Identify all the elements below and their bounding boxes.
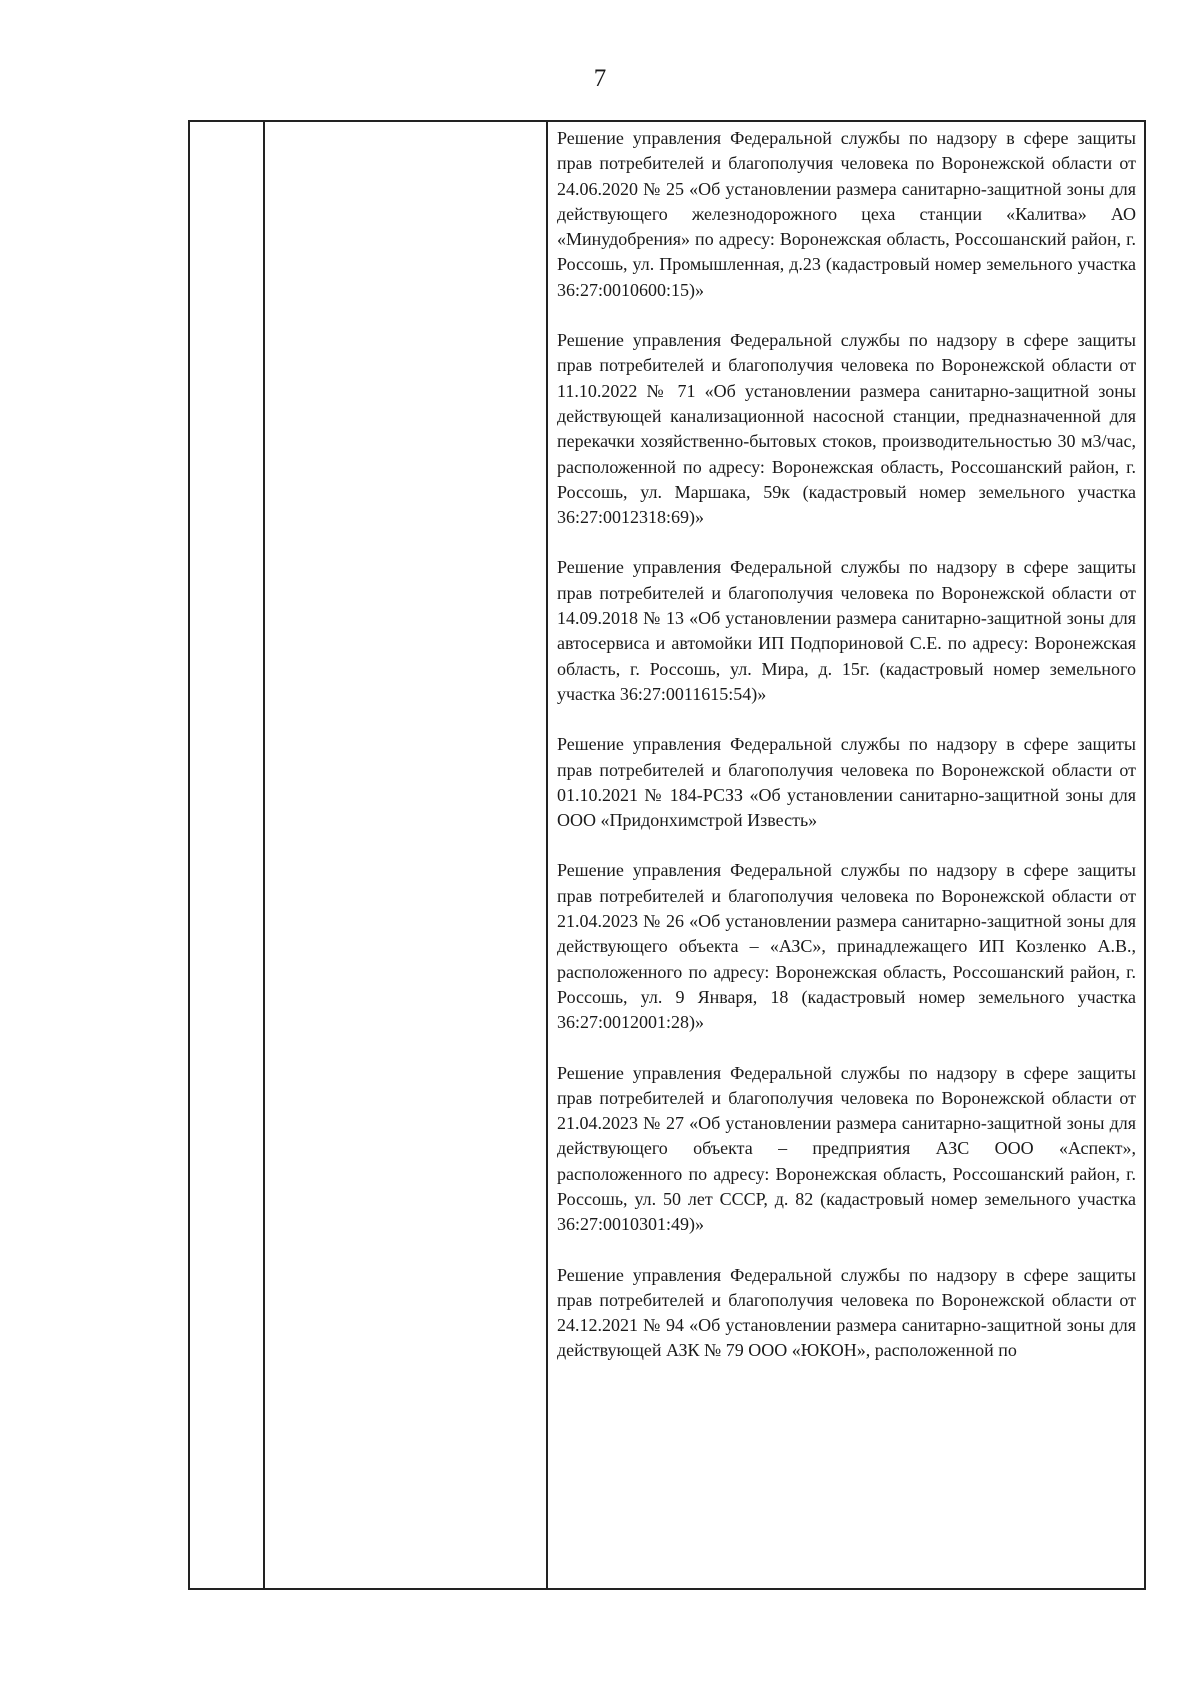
document-entry: Решение управления Федеральной службы по надзору в сфере защиты прав потребителей и благополучия человека по Воронежской области от 21.04.2023 № 27 «Об установлении размера санитарно-защитной зоны для действующего объекта – предприятия АЗС ООО «Аспект», расположенного по адресу: Воронежская область, Россошанский район, г. Россошь, ул. 50 лет СССР, д. 82 (кадастровый номер земельного участка 36:27:0010301:49)» (557, 1062, 1136, 1235)
document-entry: Решение управления Федеральной службы по надзору в сфере защиты прав потребителей и благополучия человека по Воронежской области от 11.10.2022 № 71 «Об установлении размера санитарно-защитной зоны действующей канализационной насосной станции, предназначенной для перекачки хозяйственно-бытовых стоков, производительностью 30 м3/час, расположенной по адресу: Воронежская область, Россошанский район, г. Россошь, ул. Маршака, 59к (кадастровый номер земельного участка 36:27:0012318:69)» (557, 330, 1136, 528)
document-entry: Решение управления Федеральной службы по надзору в сфере защиты прав потребителей и благополучия человека по Воронежской области от 24.12.2021 № 94 «Об установлении размера санитарно-защитной зоны для действующей АЗК № 79 ООО «ЮКОН», расположенной по (557, 1264, 1136, 1361)
document-entry: Решение управления Федеральной службы по надзору в сфере защиты прав потребителей и благополучия человека по Воронежской области от 24.06.2020 № 25 «Об установлении размера санитарно-защитной зоны для действующего железнодорожного цеха станции «Калитва» АО «Минудобрения» по адресу: Воронежская область, Россошанский район, г. Россошь, ул. Промышленная, д.23 (кадастровый номер земельного участка 36:27:0010600:15)» (557, 128, 1136, 300)
document-entry: Решение управления Федеральной службы по надзору в сфере защиты прав потребителей и благополучия человека по Воронежской области от 01.10.2021 № 184-РСЗЗ «Об установлении санитарно-защитной зоны для ООО «Придонхимстрой Известь» (557, 734, 1136, 831)
page-number: 7 (593, 65, 607, 92)
table-column-name (265, 122, 548, 1588)
document-entry: Решение управления Федеральной службы по надзору в сфере защиты прав потребителей и благополучия человека по Воронежской области от 21.04.2023 № 26 «Об установлении размера санитарно-защитной зоны для действующего объекта – «АЗС», принадлежащего ИП Козленко А.В., расположенного по адресу: Воронежская область, Россошанский район, г. Россошь, ул. 9 Января, 18 (кадастровый номер земельного участка 36:27:0012001:28)» (557, 860, 1136, 1033)
document-entry: Решение управления Федеральной службы по надзору в сфере защиты прав потребителей и благополучия человека по Воронежской области от 14.09.2018 № 13 «Об установлении размера санитарно-защитной зоны для автосервиса и автомойки ИП Подпориновой С.Е. по адресу: Воронежская область, г. Россошь, ул. Мира, д. 15г. (кадастровый номер земельного участка 36:27:0011615:54)» (557, 557, 1136, 704)
document-table (188, 120, 1146, 1590)
table-column-number (190, 122, 265, 1588)
table-column-documents (548, 122, 1144, 1588)
